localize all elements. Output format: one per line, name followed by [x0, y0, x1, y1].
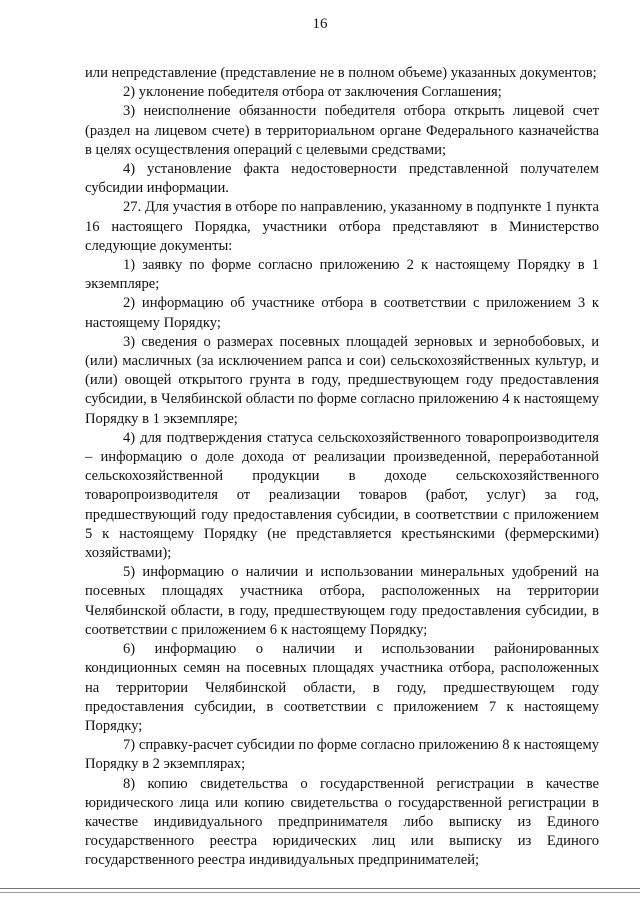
bottom-rule	[0, 888, 640, 893]
page-number: 16	[312, 16, 328, 32]
paragraph: или непредставление (представление не в полном объеме) указанных документов;	[85, 65, 597, 81]
paragraph: 3) сведения о размерах посевных площадей зерновых и зернобобовых, и (или) масличных (за исключением рапса и сои) сельскохозяйственных культур, и (или) овощей открытого грунта в году, предшествующем году предоставления субсидии, в Челябинской области по форме согласно приложению 4 к настоящему Порядку в 1 экземпляре;	[85, 333, 599, 427]
document-body	[85, 64, 599, 871]
paragraph: 27. Для участия в отборе по направлению, указанному в подпункте 1 пункта 16 настоящего Порядка, участники отбора представляют в Министерство следующие документы:	[85, 199, 599, 254]
paragraph: 5) информацию о наличии и использовании минеральных удобрений на посевных площадях участника отбора, расположенных на территории Челябинской области, в году, предшествующем году предоставления субсидии, в соответствии с приложением 6 к настоящему Порядку;	[85, 564, 599, 638]
paragraph: 2) информацию об участнике отбора в соответствии с приложением 3 к настоящему Порядку;	[85, 295, 599, 331]
paragraph: 6) информацию о наличии и использовании районированных кондиционных семян на посевных площадях участника отбора, расположенных на территории Челябинской области, в году, предшествующем году предоставления субсидии, в соответствии с приложением 7 к настоящему Порядку;	[85, 641, 599, 734]
paragraph: 7) справку-расчет субсидии по форме согласно приложению 8 к настоящему Порядку в 2 экземплярах;	[85, 737, 599, 773]
paragraph: 4) установление факта недостоверности представленной получателем субсидии информации.	[85, 161, 599, 197]
paragraph: 4) для подтверждения статуса сельскохозяйственного товаропроизводителя – информацию о доле дохода от реализации произведенной, переработанной сельскохозяйственной продукции в доходе сельскохозяйственного товаропроизводителя от реализации товаров (работ, услуг) за год, предшествующий году предоставления субсидии, в соответствии с приложением 5 к настоящему Порядку (не представляется крестьянскими (фермерскими) хозяйствами);	[85, 429, 599, 562]
paragraph: 2) уклонение победителя отбора от заключения Соглашения;	[123, 84, 502, 101]
paragraph: 3) неисполнение обязанности победителя отбора открыть лицевой счет (раздел на лицевом счете) в территориальном органе Федерального казначейства в целях осуществления операций с целевыми средствами;	[85, 103, 599, 158]
paragraph: 8) копию свидетельства о государственной регистрации в качестве юридического лица или копию свидетельства о государственной регистрации в качестве индивидуального предпринимателя либо выписку из Единого государственного реестра юридических лиц или выписку из Единого государственного реестра индивидуальных предпринимателей;	[85, 775, 599, 869]
paragraph: 1) заявку по форме согласно приложению 2 к настоящему Порядку в 1 экземпляре;	[85, 257, 599, 293]
